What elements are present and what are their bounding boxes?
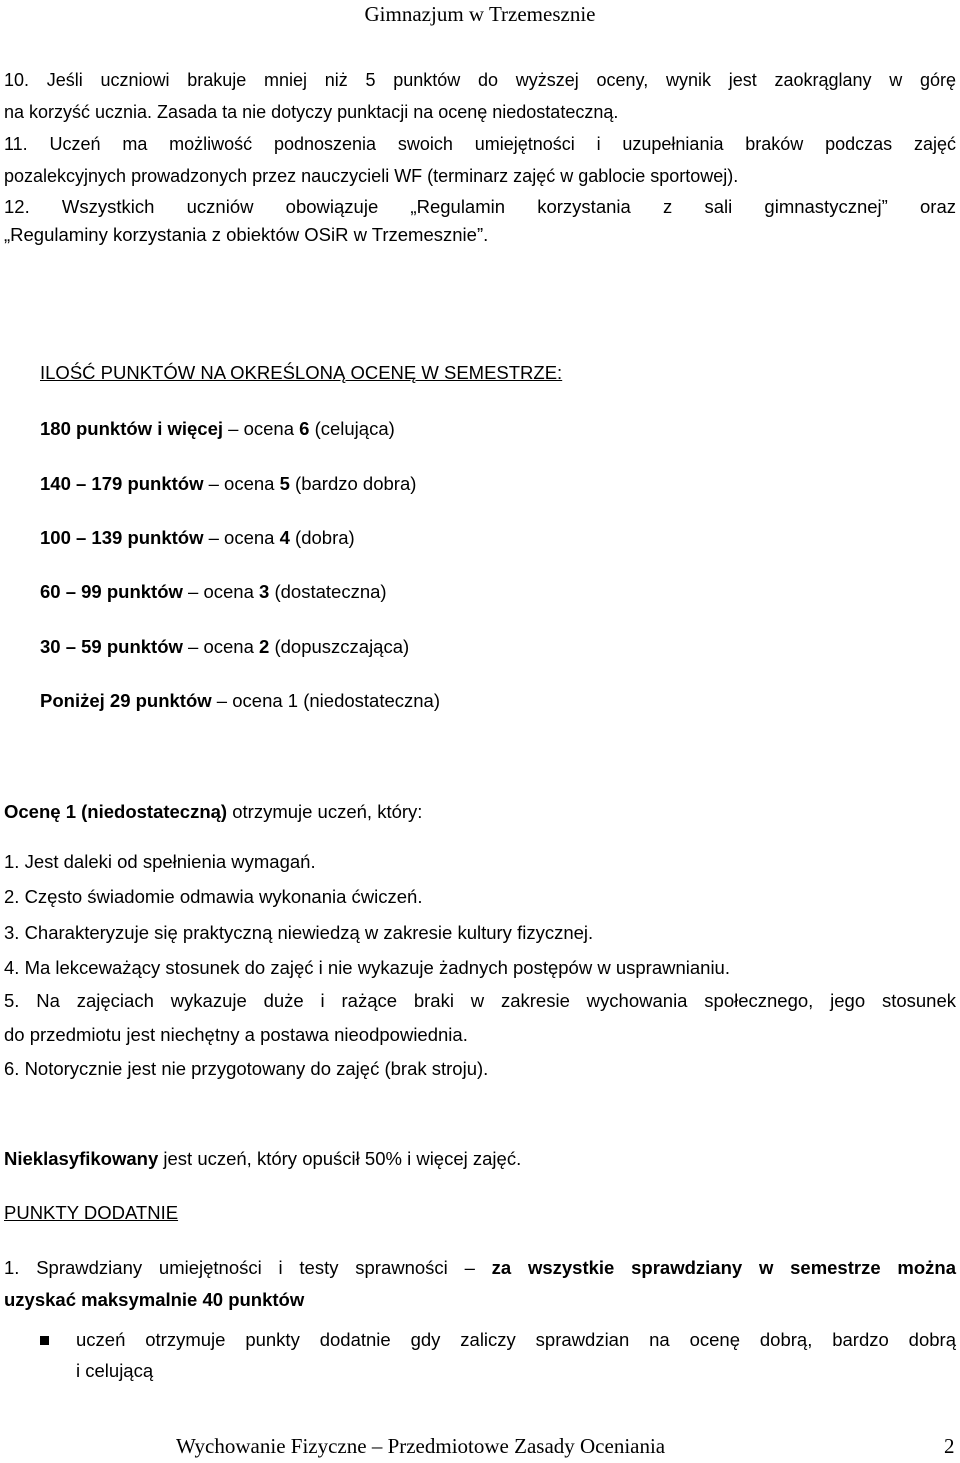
- points-range: 30 – 59 punktów: [40, 636, 183, 657]
- points-mid: – ocena 1 (niedostateczna): [211, 690, 440, 711]
- points-row-1: [40, 690, 440, 712]
- rule-10-line-2: na korzyść ucznia. Zasada ta nie dotyczy punktacji na ocenę niedostateczną.: [4, 102, 619, 122]
- page-footer-title: Wychowanie Fizyczne – Przedmiotowe Zasady Oceniania: [176, 1434, 666, 1458]
- page-number: 2: [944, 1434, 955, 1458]
- fail-item-6: 6. Notorycznie jest nie przygotowany do zajęć (brak stroju).: [4, 1058, 489, 1079]
- fail-item-5-line-1: 5. Na zajęciach wykazuje duże i rażące braki w zakresie wychowania społecznego, jego stosunek: [4, 990, 956, 1011]
- page-header: Gimnazjum w Trzemesznie: [364, 2, 596, 26]
- bonus-item-1-bold: za wszystkie sprawdziany w semestrze można: [491, 1257, 956, 1278]
- unclassified-line: [4, 1148, 521, 1170]
- points-mid: – ocena: [182, 636, 260, 657]
- bonus-bullet-line-2: i celującą: [76, 1360, 154, 1381]
- square-bullet-icon: [40, 1336, 49, 1345]
- points-row-6: [40, 418, 395, 440]
- points-range: 100 – 139 punktów: [40, 527, 204, 548]
- points-desc: (dopuszczająca): [269, 636, 410, 657]
- rule-12-line-2: „Regulaminy korzystania z obiektów OSiR w Trzemesznie”.: [4, 224, 489, 245]
- points-heading: [40, 362, 562, 384]
- points-heading-text: ILOŚĆ PUNKTÓW NA OKREŚLONĄ OCENĘ W SEMESTRZE:: [40, 362, 563, 383]
- points-mid: – ocena: [203, 473, 280, 494]
- points-range: 60 – 99 punktów: [40, 581, 183, 602]
- bonus-heading: [4, 1202, 178, 1224]
- bonus-item-1-line-1: [4, 1257, 956, 1279]
- points-mid: – ocena: [203, 527, 280, 548]
- points-mid: – ocena: [223, 418, 300, 439]
- points-desc: (dobra): [289, 527, 355, 548]
- points-row-4: [40, 527, 355, 549]
- points-row-3: [40, 581, 387, 603]
- bonus-item-1-bold-2: uzyskać maksymalnie 40 punktów: [4, 1289, 305, 1310]
- fail-intro-rest: otrzymuje uczeń, który:: [227, 801, 423, 822]
- fail-item-1: 1. Jest daleki od spełnienia wymagań.: [4, 851, 316, 872]
- points-grade: 6: [299, 418, 310, 439]
- unclassified-rest: jest uczeń, który opuścił 50% i więcej zajęć.: [158, 1148, 522, 1169]
- bonus-item-1-plain: 1. Sprawdziany umiejętności i testy sprawności –: [4, 1257, 492, 1278]
- points-range: 140 – 179 punktów: [40, 473, 204, 494]
- fail-item-3: 3. Charakteryzuje się praktyczną niewiedzą w zakresie kultury fizycznej.: [4, 922, 594, 943]
- fail-item-4: 4. Ma lekceważący stosunek do zajęć i nie wykazuje żadnych postępów w usprawnianiu.: [4, 957, 730, 978]
- points-grade: 5: [279, 473, 290, 494]
- points-mid: – ocena: [182, 581, 260, 602]
- fail-item-2: 2. Często świadomie odmawia wykonania ćwiczeń.: [4, 886, 423, 907]
- points-grade: 3: [259, 581, 270, 602]
- points-grade: 2: [259, 636, 270, 657]
- unclassified-bold: Nieklasyfikowany: [4, 1148, 159, 1169]
- fail-intro: [4, 801, 422, 823]
- points-range: Poniżej 29 punktów: [40, 690, 212, 711]
- points-desc: (bardzo dobra): [289, 473, 417, 494]
- points-grade: 4: [279, 527, 290, 548]
- fail-item-5-line-2: do przedmiotu jest niechętny a postawa nieodpowiednia.: [4, 1024, 468, 1045]
- points-desc: (celująca): [309, 418, 395, 439]
- bonus-heading-text: PUNKTY DODATNIE: [4, 1202, 179, 1223]
- points-row-5: [40, 473, 416, 495]
- rule-12-line-1: 12. Wszystkich uczniów obowiązuje „Regulamin korzystania z sali gimnastycznej” oraz: [4, 196, 956, 217]
- fail-intro-bold: Ocenę 1 (niedostateczną): [4, 801, 228, 822]
- points-desc: (dostateczna): [269, 581, 387, 602]
- bonus-item-1-line-2: [4, 1289, 304, 1311]
- rule-11-line-1: 11. Uczeń ma możliwość podnoszenia swoich umiejętności i uzupełniania braków podczas zajęć: [4, 134, 956, 154]
- bonus-bullet-line-1: uczeń otrzymuje punkty dodatnie gdy zaliczy sprawdzian na ocenę dobrą, bardzo dobrą: [76, 1329, 956, 1350]
- rule-11-line-2: pozalekcyjnych prowadzonych przez nauczycieli WF (terminarz zajęć w gablocie sportowej).: [4, 166, 739, 186]
- points-range: 180 punktów i więcej: [40, 418, 224, 439]
- rule-10-line-1: 10. Jeśli uczniowi brakuje mniej niż 5 punktów do wyższej oceny, wynik jest zaokrąglany w górę: [4, 70, 956, 90]
- points-row-2: [40, 636, 409, 658]
